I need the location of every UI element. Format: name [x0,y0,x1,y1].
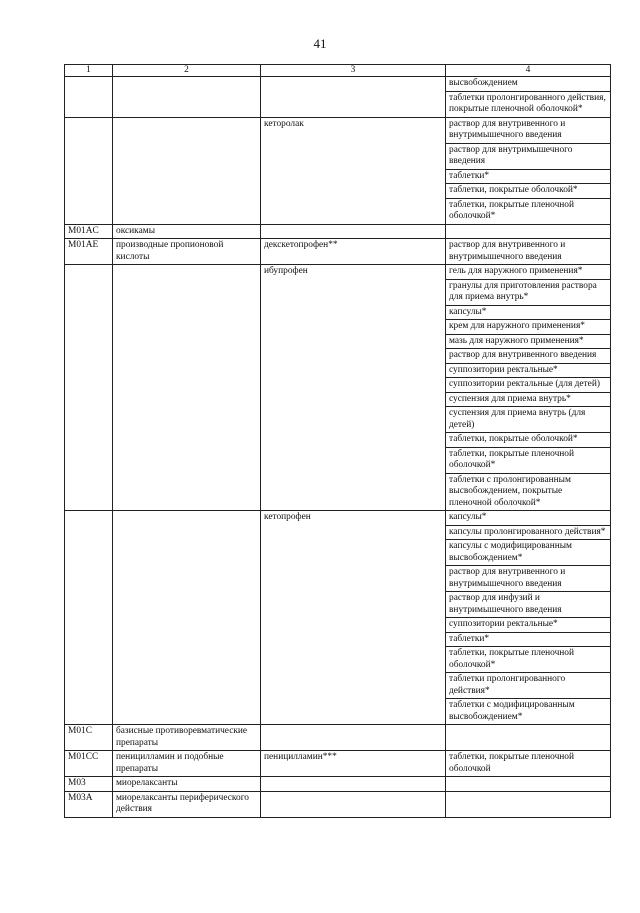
dosage-form-cell: раствор для внутривенного и внутримышечного введения [446,566,611,592]
table-row [65,725,611,751]
drug-name-cell [261,777,446,792]
header-cell: 1 [65,65,113,77]
group-name-cell: пеницилламин и подобные препараты [113,751,261,777]
atc-code-cell: M01AE [65,239,113,265]
header-row [65,65,611,77]
header-cell: 3 [261,65,446,77]
group-name-cell: миорелаксанты периферического действия [113,791,261,817]
dosage-form-cell: капсулы пролонгированного действия* [446,525,611,540]
dosage-form-cell [446,791,611,817]
dosage-form-cell: раствор для внутривенного и внутримышечного введения [446,239,611,265]
group-name-cell [113,511,261,725]
dosage-form-cell: капсулы с модифицированным высвобождением* [446,540,611,566]
drug-name-cell: ибупрофен [261,265,446,511]
dosage-form-cell: капсулы* [446,511,611,526]
dosage-form-cell: гель для наружного применения* [446,265,611,280]
dosage-form-cell: таблетки с пролонгированным высвобождением, покрытые пленочной оболочкой* [446,473,611,511]
table-row [65,777,611,792]
atc-code-cell [65,77,113,118]
dosage-form-cell: раствор для внутримышечного введения [446,143,611,169]
group-name-cell [113,265,261,511]
dosage-form-cell: суппозитории ректальные* [446,363,611,378]
group-name-cell: производные пропионовой кислоты [113,239,261,265]
dosage-form-cell: таблетки, покрытые оболочкой* [446,184,611,199]
group-name-cell: миорелаксанты [113,777,261,792]
atc-code-cell [65,511,113,725]
drug-name-cell [261,77,446,118]
dosage-form-cell: таблетки, покрытые пленочной оболочкой* [446,198,611,224]
drug-name-cell [261,224,446,239]
table-row [65,117,611,143]
dosage-form-cell: мазь для наружного применения* [446,334,611,349]
table-body [65,65,611,818]
atc-code-cell: M01CC [65,751,113,777]
dosage-form-cell [446,777,611,792]
drug-name-cell: кеторолак [261,117,446,224]
table-row [65,791,611,817]
dosage-form-cell: крем для наружного применения* [446,320,611,335]
dosage-form-cell: таблетки пролонгированного действия, покрытые пленочной оболочкой* [446,91,611,117]
dosage-form-cell: высвобождением [446,77,611,92]
dosage-form-cell: таблетки, покрытые пленочной оболочкой* [446,647,611,673]
drug-name-cell: декскетопрофен** [261,239,446,265]
drug-name-cell [261,791,446,817]
dosage-form-cell: суспензия для приема внутрь* [446,392,611,407]
dosage-form-cell: таблетки с модифицированным высвобождением* [446,699,611,725]
drug-name-cell: пеницилламин*** [261,751,446,777]
dosage-form-cell: раствор для инфузий и внутримышечного введения [446,592,611,618]
dosage-form-cell: капсулы* [446,305,611,320]
header-cell: 2 [113,65,261,77]
drug-name-cell: кетопрофен [261,511,446,725]
dosage-form-cell: гранулы для приготовления раствора для приема внутрь* [446,279,611,305]
group-name-cell: оксикамы [113,224,261,239]
dosage-form-cell: таблетки, покрытые пленочной оболочкой* [446,447,611,473]
header-cell: 4 [446,65,611,77]
atc-code-cell [65,265,113,511]
dosage-form-cell: таблетки, покрытые оболочкой* [446,433,611,448]
table-row [65,265,611,280]
dosage-form-cell: таблетки* [446,169,611,184]
atc-code-cell [65,117,113,224]
drug-name-cell [261,725,446,751]
atc-code-cell: M03A [65,791,113,817]
dosage-form-cell [446,725,611,751]
table-row [65,77,611,92]
dosage-form-cell: раствор для внутривенного и внутримышечного введения [446,117,611,143]
dosage-form-cell: раствор для внутривенного введения [446,349,611,364]
group-name-cell [113,117,261,224]
dosage-form-cell: суппозитории ректальные (для детей) [446,378,611,393]
page-number: 41 [313,36,327,51]
dosage-form-cell [446,224,611,239]
dosage-form-cell: таблетки* [446,632,611,647]
dosage-form-cell: таблетки пролонгированного действия* [446,673,611,699]
atc-code-cell: M01C [65,725,113,751]
atc-code-cell: M01AC [65,224,113,239]
table-row [65,751,611,777]
drug-table [64,64,611,818]
table-row [65,511,611,526]
dosage-form-cell: суспензия для приема внутрь (для детей) [446,407,611,433]
atc-code-cell: M03 [65,777,113,792]
group-name-cell [113,77,261,118]
dosage-form-cell: таблетки, покрытые пленочной оболочкой [446,751,611,777]
dosage-form-cell: суппозитории ректальные* [446,618,611,633]
table-row [65,239,611,265]
table-row [65,224,611,239]
group-name-cell: базисные противоревматические препараты [113,725,261,751]
